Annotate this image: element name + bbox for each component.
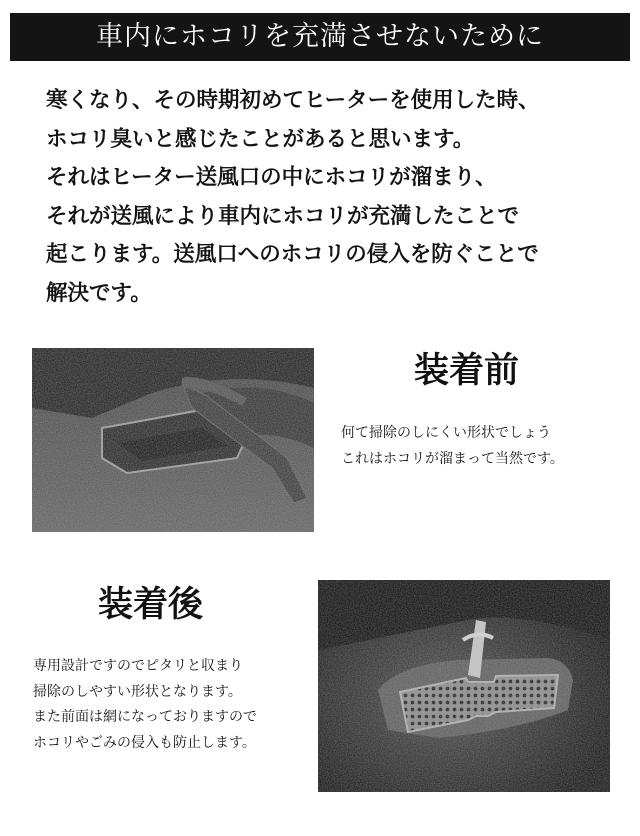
after-photo — [318, 580, 610, 792]
intro-paragraph — [46, 82, 626, 313]
after-heading: 装着後 — [98, 585, 204, 625]
before-caption — [341, 420, 564, 472]
caption-line: 専用設計ですのでピタリと収まり — [33, 658, 243, 674]
intro-line: 解決です。 — [46, 280, 152, 306]
intro-line: それはヒーター送風口の中にホコリが溜まり、 — [46, 165, 497, 190]
after-caption — [33, 654, 257, 756]
before-photo — [32, 348, 314, 532]
before-heading: 装着前 — [414, 351, 520, 391]
title-banner — [10, 13, 630, 61]
caption-line: これはホコリが溜まって当然です。 — [341, 451, 564, 467]
caption-line: 掃除のしやすい形状となります。 — [33, 683, 242, 700]
intro-line: ホコリ臭いと感じたことがあると思います。 — [46, 126, 475, 152]
banner-title: 車内にホコリを充満させないために — [96, 21, 544, 52]
intro-line: それが送風により車内にホコリが充満したことで — [46, 203, 520, 229]
caption-line: 何て掃除のしにくい形状でしょう — [341, 425, 551, 441]
caption-line: また前面は網になっておりますので — [33, 709, 257, 725]
intro-line: 寒くなり、その時期初めてヒーターを使用した時、 — [46, 88, 540, 113]
caption-line: ホコリやごみの侵入も防止します。 — [33, 734, 256, 751]
intro-line: 起こります。送風口へのホコリの侵入を防ぐことで — [46, 242, 539, 267]
